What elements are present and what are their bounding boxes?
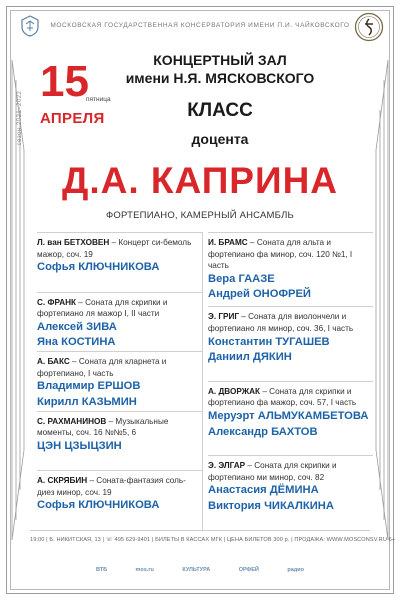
- composer-name: С. ФРАНК: [37, 297, 77, 307]
- date-month: АПРЕЛЯ: [40, 110, 105, 127]
- program-item: [37, 411, 202, 471]
- program-item: [37, 232, 202, 292]
- work-title: – Соната для скрипки и фортепиано ми минор, соч. 82: [208, 461, 337, 482]
- partner-logo: ОРФЕЙ: [238, 567, 259, 573]
- work-title: – Соната для альта и фортепиано фа минор, соч. 120 №1, I часть: [208, 238, 353, 271]
- work-title: – Соната для кларнета и фортепиано, I часть: [37, 357, 167, 378]
- work-description: [37, 356, 202, 379]
- work-description: [208, 237, 373, 272]
- discipline-subtitle: ФОРТЕПИАНО, КАМЕРНЫЙ АНСАМБЛЬ: [106, 210, 294, 221]
- performer-name: Андрей ОНОФРЕЙ: [208, 288, 311, 301]
- footer-info: 19:00 | Б. НИКИТСКАЯ, 13 | ☏ 495 629-9401 | БИЛЕТЫ В КАССАХ МГК | ЦЕНА БИЛЕТОВ 300 р. | ПРОДАЖА: WWW.MOSCONSV.RU 6+: [30, 537, 396, 543]
- performer-name: Александр БАХТОВ: [208, 425, 318, 438]
- program-item: [208, 381, 373, 455]
- performer-name: Вера ГААЗЕ: [208, 272, 275, 285]
- program-item: [208, 306, 373, 380]
- work-description: [37, 416, 202, 439]
- program-item: [208, 232, 373, 306]
- partner-logos: [96, 567, 304, 573]
- work-title: – Соната для скрипки и фортепиано ля мажор I, II части: [37, 297, 168, 319]
- work-title: – Соната для виолончели и фортепиано ля минор, соч. 36, I часть: [208, 312, 354, 334]
- performer-name: Алексей ЗИВА: [37, 320, 117, 333]
- hall-name-line1: КОНЦЕРТНЫЙ ЗАЛ: [153, 52, 287, 68]
- composer-name: С. РАХМАНИНОВ: [37, 416, 107, 426]
- performer-name: ЦЭН ЦЗЫЦЗИН: [37, 439, 122, 452]
- program-item: [208, 455, 373, 529]
- performer-name: Софья КЛЮЧНИКОВА: [37, 499, 160, 512]
- partner-logo: mos.ru: [135, 567, 154, 573]
- performer-name: Константин ТУГАШЕВ: [208, 335, 330, 348]
- performer-name: Анастасия ДЁМИНА: [208, 484, 319, 497]
- composer-name: Э. ГРИГ: [208, 312, 240, 322]
- art-deco-ornament-right: [372, 60, 390, 540]
- program-column-left: [37, 232, 202, 530]
- work-description: [208, 460, 373, 483]
- performer-name: Кирилл КАЗЬМИН: [37, 395, 137, 408]
- partner-logo: КУЛЬТУРА: [182, 567, 211, 573]
- program-item: [37, 292, 202, 352]
- conservatory-seal-icon: [354, 12, 384, 42]
- season-label: сезон 2021–2022: [17, 90, 23, 146]
- program-column-right: [208, 232, 373, 530]
- composer-name: Л. ван БЕТХОВЕН: [37, 238, 110, 247]
- work-description: [37, 475, 202, 498]
- footer-divider: [30, 530, 370, 531]
- work-title: – Концерт си-бемоль мажор, соч. 19: [37, 238, 192, 259]
- date-day: 15: [40, 57, 89, 106]
- performer-name: Даниил ДЯКИН: [208, 351, 292, 364]
- teacher-name: Д.А. КАПРИНА: [61, 160, 339, 201]
- ministry-emblem-icon: [18, 14, 42, 38]
- performer-name: Софья КЛЮЧНИКОВА: [37, 261, 160, 274]
- work-description: [37, 237, 202, 260]
- partner-logo: ВТБ: [96, 567, 108, 573]
- performer-name: Меруэрт АЛЬМУКАМБЕТОВА: [208, 410, 369, 423]
- performer-name: Яна КОСТИНА: [37, 336, 116, 349]
- class-heading: КЛАСС: [187, 100, 253, 121]
- conservatory-name: МОСКОВСКАЯ ГОСУДАРСТВЕННАЯ КОНСЕРВАТОРИЯ ИМЕНИ П.И. ЧАЙКОВСКОГО: [50, 22, 350, 29]
- date-weekday: пятница: [86, 96, 111, 103]
- work-title: – Музыкальные моменты, соч. 16 №№5, 6: [37, 416, 169, 438]
- composer-name: Э. ЭЛГАР: [208, 461, 246, 471]
- work-title: – Соната-фантазия соль-диез минор, соч. 19: [37, 476, 186, 497]
- partner-logo: радио: [287, 567, 304, 573]
- performer-name: Владимир ЕРШОВ: [37, 380, 141, 393]
- hall-name-line2: имени Н.Я. МЯСКОВСКОГО: [125, 70, 315, 86]
- work-description: [208, 386, 373, 409]
- work-description: [37, 297, 202, 320]
- composer-name: А. СКРЯБИН: [37, 476, 88, 485]
- work-title: – Соната для скрипки и фортепиано фа мажор, соч. 57, I часть: [208, 386, 357, 408]
- work-description: [208, 311, 373, 334]
- docent-heading: доцента: [191, 131, 249, 147]
- program-item: [37, 351, 202, 411]
- composer-name: А. БАКС: [37, 357, 70, 366]
- column-divider: [202, 232, 203, 530]
- composer-name: А. ДВОРЖАК: [208, 386, 261, 396]
- program-item: [37, 470, 202, 530]
- composer-name: И. БРАМС: [208, 238, 248, 247]
- performer-name: Виктория ЧИКАЛКИНА: [208, 499, 334, 512]
